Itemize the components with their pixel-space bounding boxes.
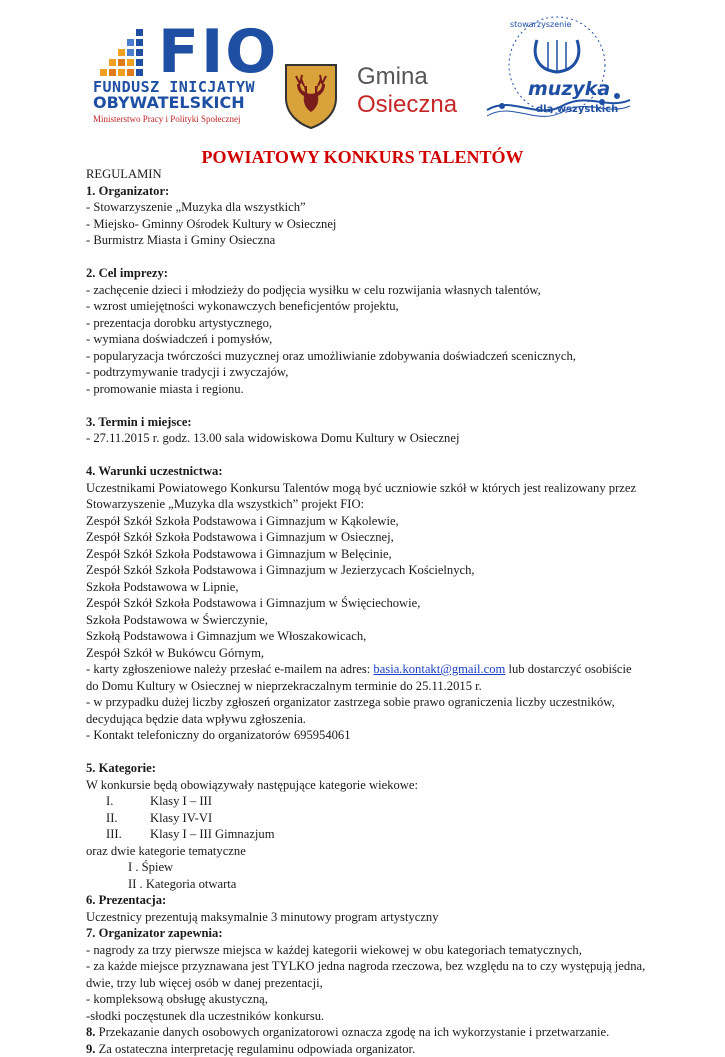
age-category-label: Klasy I – III — [150, 794, 212, 808]
school-item: Zespół Szkół Szkoła Podstawowa i Gimnazjum w Jezierzycach Kościelnych, — [86, 562, 646, 579]
list-item: - Stowarzyszenie „Muzyka dla wszystkich” — [86, 199, 646, 216]
section-3-heading: 3. Termin i miejsce: — [86, 414, 646, 431]
school-item: Zespół Szkół Szkoła Podstawowa i Gimnazjum w Kąkolewie, — [86, 513, 646, 530]
section-4-intro: Uczestnikami Powiatowego Konkursu Talentów mogą być uczniowie szkół w których jest realizowany przez — [86, 480, 646, 497]
application-text: lub dostarczyć osobiście — [505, 662, 631, 676]
list-item: - Miejsko- Gminny Ośrodek Kultury w Osiecznej — [86, 216, 646, 233]
fio-logo-line1: FUNDUSZ INICJATYW — [93, 78, 255, 96]
application-deadline: do Domu Kultury w Osiecznej w nieprzekraczalnym terminie do 25.11.2015 r. — [86, 678, 646, 695]
section-5-heading: 5. Kategorie: — [86, 760, 646, 777]
gmina-logo-line2: Osieczna — [357, 91, 457, 119]
phone-contact: - Kontakt telefoniczny do organizatorów 695954061 — [86, 727, 646, 744]
participant-limit: decydująca będzie data wpływu zgłoszenia. — [86, 711, 646, 728]
list-item: - promowanie miasta i regionu. — [86, 381, 646, 398]
regulations-body — [86, 166, 646, 1057]
age-category-label: Klasy I – III Gimnazjum — [150, 827, 275, 841]
application-text: - karty zgłoszeniowe należy przesłać e-mailem na adres: — [86, 662, 373, 676]
section-8-number: 8. — [86, 1025, 95, 1039]
section-4-heading: 4. Warunki uczestnictwa: — [86, 463, 646, 480]
age-category-label: Klasy IV-VI — [150, 811, 212, 825]
section-8 — [86, 1024, 646, 1041]
list-item: - popularyzacja twórczości muzycznej oraz umożliwianie zdobywania doświadczeń scenicznych, — [86, 348, 646, 365]
section-6-text: Uczestnicy prezentują maksymalnie 3 minutowy program artystyczny — [86, 909, 646, 926]
section-7-heading: 7. Organizator zapewnia: — [86, 925, 646, 942]
school-item: Szkoła Podstawowa w Świerczynie, — [86, 612, 646, 629]
fio-logo-word: FIO — [158, 22, 278, 82]
list-item: - Burmistrz Miasta i Gminy Osieczna — [86, 232, 646, 249]
muzyka-logo-line2: dla wszystkich — [536, 104, 618, 115]
section-6-heading: 6. Prezentacja: — [86, 892, 646, 909]
age-category-number: III. — [106, 826, 150, 843]
list-item: - podtrzymywanie tradycji i zwyczajów, — [86, 364, 646, 381]
muzyka-logo-line1: muzyka — [528, 78, 610, 100]
age-category-number: II. — [106, 810, 150, 827]
age-category — [86, 810, 646, 827]
email-link[interactable]: basia.kontakt@gmail.com — [373, 662, 505, 676]
muzyka-logo-ring-text: stowarzyszenie — [510, 20, 571, 29]
section-4-intro: Stowarzyszenie „Muzyka dla wszystkich” projekt FIO: — [86, 496, 646, 513]
gmina-logo-line1: Gmina — [357, 63, 428, 91]
age-category-number: I. — [106, 793, 150, 810]
thematic-intro: oraz dwie kategorie tematyczne — [86, 843, 646, 860]
participant-limit: - w przypadku dużej liczby zgłoszeń organizator zastrzega sobie prawo ograniczenia liczby uczestników, — [86, 694, 646, 711]
list-item: - wzrost umiejętności wykonawczych beneficjentów projektu, — [86, 298, 646, 315]
age-category — [86, 826, 646, 843]
list-item: - zachęcenie dzieci i młodzieży do podjęcia wysiłku w celu rozwijania własnych talentów, — [86, 282, 646, 299]
section-9-number: 9. — [86, 1042, 95, 1056]
list-item: - za każde miejsce przyznawana jest TYLKO jedna nagroda rzeczowa, bez względu na to czy występują jedna, — [86, 958, 646, 975]
thematic-category: I . Śpiew — [86, 859, 646, 876]
school-item: Zespół Szkół Szkoła Podstawowa i Gimnazjum w Osiecznej, — [86, 529, 646, 546]
header-logos — [0, 0, 725, 140]
osieczna-coat-of-arms-icon — [283, 62, 339, 130]
list-item: - prezentacja dorobku artystycznego, — [86, 315, 646, 332]
school-item: Szkoła Podstawowa w Lipnie, — [86, 579, 646, 596]
list-item: dwie, trzy lub więcej osób w danej prezentacji, — [86, 975, 646, 992]
age-category — [86, 793, 646, 810]
school-item: Zespół Szkół Szkoła Podstawowa i Gimnazjum w Święciechowie, — [86, 595, 646, 612]
document-title: POWIATOWY KONKURS TALENTÓW — [0, 147, 725, 168]
list-item: -słodki poczęstunek dla uczestników konkursu. — [86, 1008, 646, 1025]
section-1-heading: 1. Organizator: — [86, 183, 646, 200]
list-item: - nagrody za trzy pierwsze miejsca w każdej kategorii wiekowej w obu kategoriach tematycznych, — [86, 942, 646, 959]
fio-logo-line2: OBYWATELSKICH — [93, 93, 245, 112]
section-3-text: - 27.11.2015 r. godz. 13.00 sala widowiskowa Domu Kultury w Osiecznej — [86, 430, 646, 447]
school-item: Zespół Szkół w Bukówcu Górnym, — [86, 645, 646, 662]
regulamin-label: REGULAMIN — [86, 166, 646, 183]
section-8-text: Przekazanie danych osobowych organizatorowi oznacza zgodę na ich wykorzystanie i przetwarzanie. — [95, 1025, 609, 1039]
section-9-text: Za ostateczna interpretację regulaminu odpowiada organizator. — [95, 1042, 415, 1056]
thematic-category: II . Kategoria otwarta — [86, 876, 646, 893]
application-instructions — [86, 661, 646, 678]
list-item: - wymiana doświadczeń i pomysłów, — [86, 331, 646, 348]
section-2-heading: 2. Cel imprezy: — [86, 265, 646, 282]
section-9 — [86, 1041, 646, 1057]
school-item: Zespół Szkół Szkoła Podstawowa i Gimnazjum w Belęcinie, — [86, 546, 646, 563]
section-5-intro: W konkursie będą obowiązywały następujące kategorie wiekowe: — [86, 777, 646, 794]
school-item: Szkołą Podstawowa i Gimnazjum we Włoszakowicach, — [86, 628, 646, 645]
list-item: - kompleksową obsługę akustyczną, — [86, 991, 646, 1008]
fio-dots-icon — [92, 27, 152, 83]
fio-logo-ministry: Ministerstwo Pracy i Polityki Społecznej — [93, 114, 241, 124]
